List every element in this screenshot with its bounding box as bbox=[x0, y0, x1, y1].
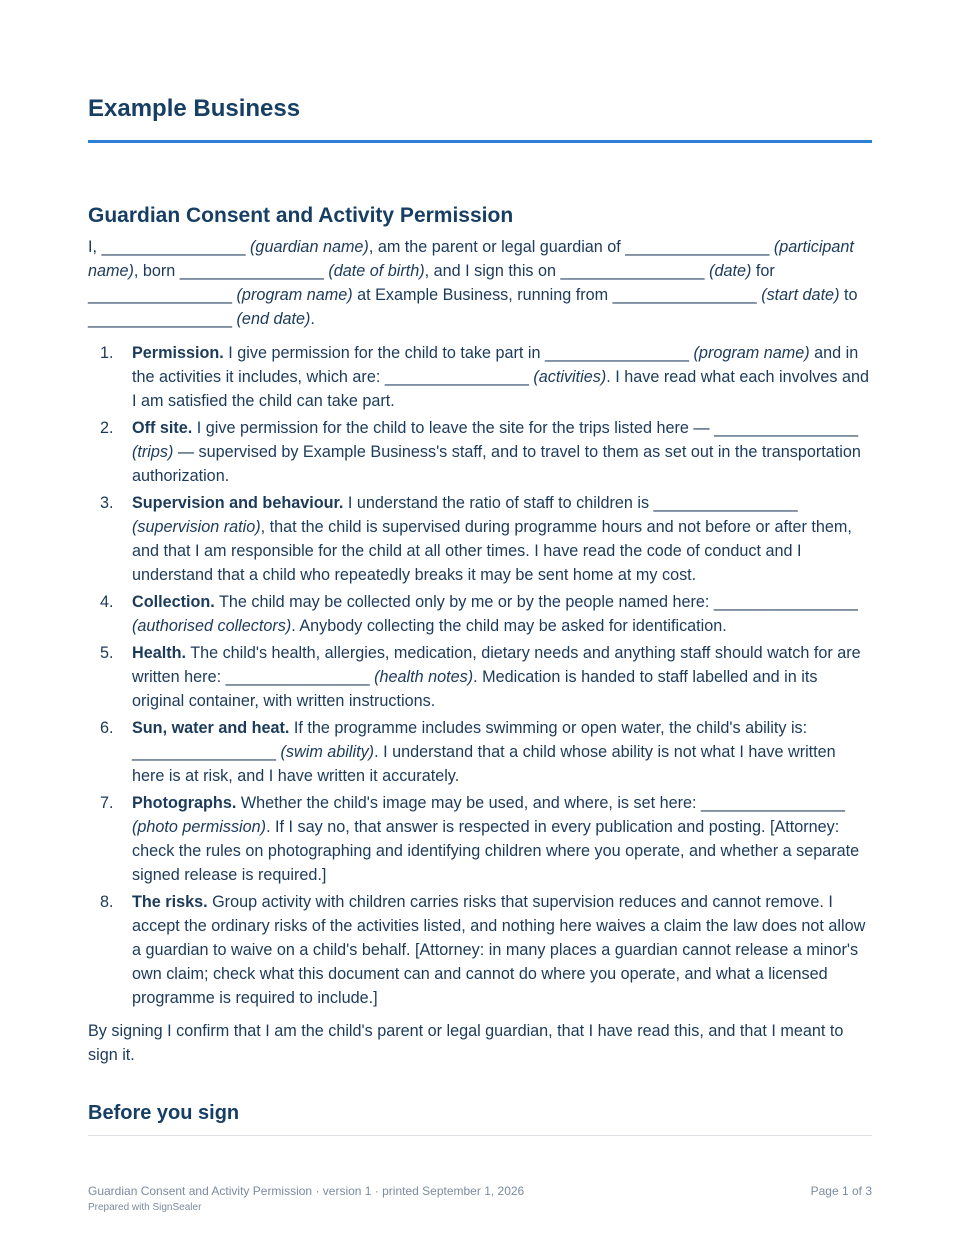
clause-item bbox=[88, 416, 872, 488]
closing-statement: By signing I confirm that I am the child's parent or legal guardian, that I have read this, and that I meant to sign it. bbox=[88, 1022, 844, 1064]
clause-text: . I have read what each involves and I am satisfied the child can take part. bbox=[132, 368, 869, 410]
clause-item bbox=[88, 890, 872, 1010]
clause-title: Collection. bbox=[132, 593, 215, 611]
business-name: Example Business bbox=[88, 95, 301, 122]
clause-title: Supervision and behaviour. bbox=[132, 494, 344, 512]
clause-number: 2. bbox=[100, 419, 114, 437]
blank-field: ________________ bbox=[560, 262, 705, 280]
intro-text: . bbox=[310, 310, 315, 328]
field-hint: (trips) bbox=[132, 443, 174, 461]
clause-item bbox=[88, 791, 872, 887]
intro-text: , and I sign this on bbox=[424, 262, 561, 280]
clause-text: The child may be collected only by me or by the people named here: bbox=[214, 593, 714, 611]
blank-field: ________________ bbox=[225, 668, 370, 686]
clause-text: I understand the ratio of staff to children is bbox=[343, 494, 654, 512]
intro-text: for bbox=[751, 262, 775, 280]
clause-text: . If I say no, that answer is respected in every publication and posting. [Attorney: check the rules on photographing and identifying children where you operate, and whether a separate signed release is required.] bbox=[132, 818, 860, 884]
clause-text: — supervised by Example Business's staff, and to travel to them as set out in the transportation authorization. bbox=[132, 443, 861, 485]
intro-text: at Example Business, running from bbox=[352, 286, 613, 304]
blank-field: ________________ bbox=[545, 344, 690, 362]
blank-field: ________________ bbox=[713, 593, 858, 611]
clause-text: Group activity with children carries risks that supervision reduces and cannot remove. I accept the ordinary risks of the activities listed, and nothing here waives a claim the law does not allow a guardian to waive on a child's behalf. [Attorney: in many places a guardian cannot release a minor's own claim; check what this document can and cannot do where you operate, and what a licensed programme is required to include.] bbox=[132, 893, 866, 1007]
field-hint: (date of birth) bbox=[328, 262, 425, 280]
section-divider bbox=[88, 1135, 872, 1136]
blank-field: ________________ bbox=[625, 238, 770, 256]
blank-field: ________________ bbox=[88, 310, 233, 328]
clause-title: Photographs. bbox=[132, 794, 237, 812]
clause-item bbox=[88, 590, 872, 638]
clause-title: Off site. bbox=[132, 419, 193, 437]
clause-item bbox=[88, 716, 872, 788]
blank-field: ________________ bbox=[384, 368, 529, 386]
clause-title: Permission. bbox=[132, 344, 224, 362]
footer-prepared-with: Prepared with SignSealer bbox=[88, 1202, 202, 1213]
clause-title: The risks. bbox=[132, 893, 208, 911]
field-hint: (supervision ratio) bbox=[132, 518, 261, 536]
field-hint: (program name) bbox=[236, 286, 353, 304]
field-hint: (start date) bbox=[761, 286, 840, 304]
blank-field: ________________ bbox=[653, 494, 798, 512]
clause-text: I give permission for the child to take part in bbox=[223, 344, 545, 362]
intro-text: , born bbox=[133, 262, 180, 280]
document-title: Guardian Consent and Activity Permission bbox=[88, 204, 514, 227]
field-hint: (program name) bbox=[693, 344, 810, 362]
intro-text: , am the parent or legal guardian of bbox=[368, 238, 626, 256]
field-hint: (date) bbox=[709, 262, 752, 280]
blank-field: ________________ bbox=[612, 286, 757, 304]
intro-text: to bbox=[839, 286, 858, 304]
clause-title: Sun, water and heat. bbox=[132, 719, 290, 737]
clause-number: 6. bbox=[100, 719, 114, 737]
clause-text: . Anybody collecting the child may be asked for identification. bbox=[291, 617, 727, 635]
header-divider bbox=[88, 140, 872, 143]
clause-text: Whether the child's image may be used, and where, is set here: bbox=[236, 794, 701, 812]
field-hint: (guardian name) bbox=[250, 238, 369, 256]
blank-field: ________________ bbox=[88, 286, 233, 304]
blank-field: ________________ bbox=[701, 794, 846, 812]
field-hint: (swim ability) bbox=[280, 743, 375, 761]
field-hint: (health notes) bbox=[374, 668, 474, 686]
clause-number: 7. bbox=[100, 794, 114, 812]
clause-list bbox=[88, 341, 872, 1013]
intro-text: I, bbox=[88, 238, 102, 256]
clause-title: Health. bbox=[132, 644, 186, 662]
footer-page-number: Page 1 of 3 bbox=[810, 1184, 872, 1198]
clause-number: 5. bbox=[100, 644, 114, 662]
clause-item bbox=[88, 641, 872, 713]
clause-item bbox=[88, 341, 872, 413]
blank-field: ________________ bbox=[179, 262, 324, 280]
blank-field: ________________ bbox=[714, 419, 859, 437]
clause-number: 8. bbox=[100, 893, 114, 911]
clause-item bbox=[88, 491, 872, 587]
field-hint: (participant name) bbox=[88, 238, 854, 280]
clause-text: If the programme includes swimming or open water, the child's ability is: bbox=[289, 719, 808, 737]
clause-number: 4. bbox=[100, 593, 114, 611]
field-hint: (activities) bbox=[533, 368, 607, 386]
clause-text: The child's health, allergies, medication, dietary needs and anything staff should watch for are written here: bbox=[132, 644, 861, 686]
section-title-before-you-sign: Before you sign bbox=[88, 1102, 240, 1124]
field-hint: (end date) bbox=[236, 310, 311, 328]
blank-field: ________________ bbox=[101, 238, 246, 256]
clause-number: 3. bbox=[100, 494, 114, 512]
clause-text: I give permission for the child to leave the site for the trips listed here — bbox=[192, 419, 715, 437]
clause-text: and in the activities it includes, which are: bbox=[132, 344, 859, 386]
blank-field: ________________ bbox=[132, 743, 277, 761]
field-hint: (authorised collectors) bbox=[132, 617, 292, 635]
clause-number: 1. bbox=[100, 344, 114, 362]
clause-text: . I understand that a child whose ability is not what I have written here is at risk, and I have written it accurately. bbox=[132, 743, 836, 785]
intro-paragraph bbox=[88, 235, 872, 331]
clause-text: . Medication is handed to staff labelled and in its original container, with written instructions. bbox=[132, 668, 818, 710]
clause-text: , that the child is supervised during programme hours and not before or after them, and that I am responsible for the child at all other times. I have read the code of conduct and I understand that a child who repeatedly breaks it may be sent home at my cost. bbox=[132, 518, 852, 584]
footer-document-info: Guardian Consent and Activity Permission · version 1 · printed September 1, 2026 bbox=[88, 1184, 525, 1198]
field-hint: (photo permission) bbox=[132, 818, 267, 836]
